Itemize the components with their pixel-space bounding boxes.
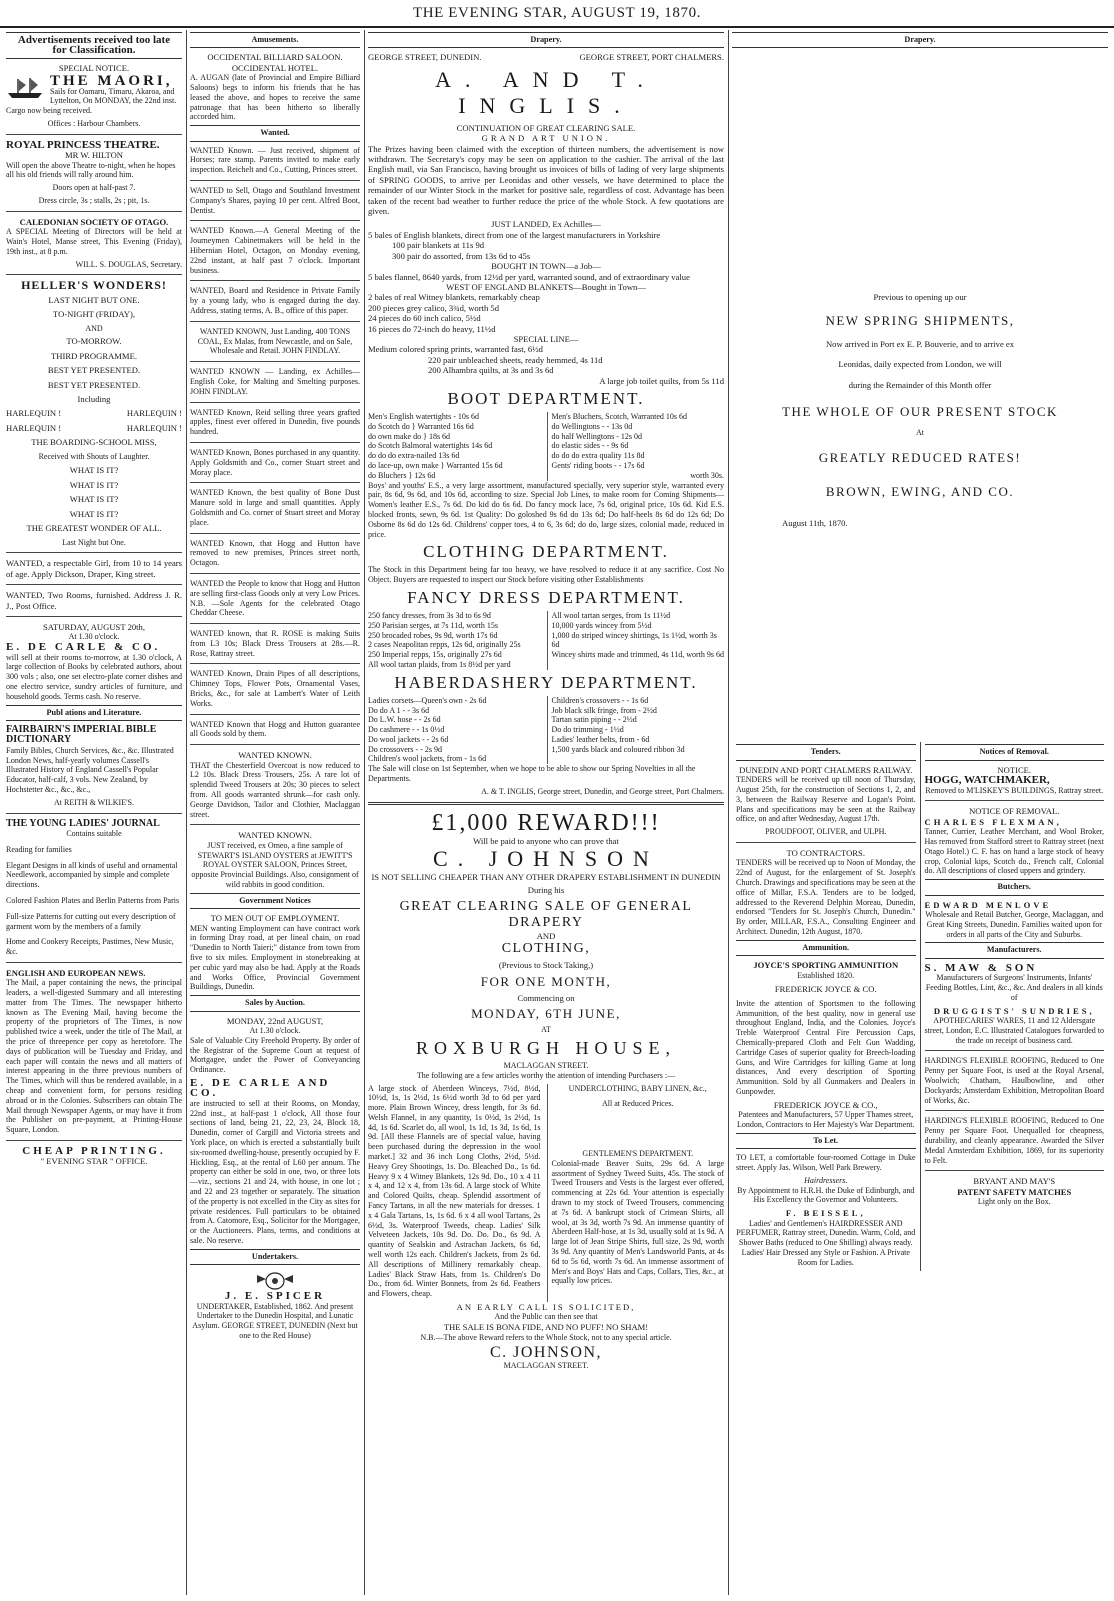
inglis-title: A. AND T. INGLIS. xyxy=(435,66,657,118)
list-item: A large job toilet quilts, from 5s 11d xyxy=(599,375,724,386)
ad-title: E. DE CARLE & CO. xyxy=(6,641,161,654)
reward-claim: IS NOT SELLING CHEAPER THAN ANY OTHER DRAPERY ESTABLISHMENT IN DUNEDIN xyxy=(371,872,721,883)
ad-body: TENDERS will be received up till noon of Thursday, August 25th, for the construction of Sections 1, 2, and 3, between the Railway Reserve and Logan's Point. Plans and specifications may be seen at the Railway office, on and after Wednesday, August 17th. xyxy=(736,775,916,824)
clothing-body: The Stock in this Department being far too heavy, we have resolved to reduce it at any sacrifice. Cost No Object. Buyers are requested to inspect our Stock before visiting other Establishments xyxy=(368,565,724,585)
brown-ewing-ad xyxy=(732,52,1108,742)
heller-line: WHAT IS IT? xyxy=(69,494,119,505)
ad-headline: NEW SPRING SHIPMENTS, xyxy=(825,312,1015,328)
heller-line: THIRD PROGRAMME. xyxy=(51,350,137,361)
price-line: Children's crossovers - - 1s 6d xyxy=(551,695,649,705)
ad-line: " EVENING STAR " OFFICE. xyxy=(40,1156,148,1167)
section-header: Wanted. xyxy=(190,125,360,141)
price-line: All wool tartan serges, from 1s 11½d xyxy=(551,610,671,620)
ad-body: Manufacturers of Surgeons' Instruments, Infants' Feeding Bottles, Lint, &c., &c. And dealers in all kinds of xyxy=(925,973,1103,1002)
subheading: WEST OF ENGLAND BLANKETS—Bought in Town— xyxy=(446,281,646,292)
price-line: do do do extra-nailed 13s 6d xyxy=(368,451,460,461)
ad-body: Will open the above Theatre to-night, when he hopes all his old friends will rally around him. xyxy=(6,160,176,180)
list-item: 24 pieces do 60 inch calico, 5½d xyxy=(368,313,481,324)
close-text: The Sale will close on 1st September, when we hope to be able to show our Spring Novelties in all the Departments. xyxy=(368,764,696,784)
header-line: for Classification. xyxy=(52,44,136,57)
location-left: GEORGE STREET, DUNEDIN. xyxy=(368,52,482,63)
price-line: Men's English watertights - 10s 6d xyxy=(368,411,479,421)
subheading: BOUGHT IN TOWN—a Job— xyxy=(491,261,601,272)
wanted-ad: WANTED KNOWN, Just Landing, 400 TONS COAL, Ex Malas, from Newcastle, and on Sale, Wholesale and Retail. JOHN FINDLAY. xyxy=(197,326,353,356)
ad-body: Tanner, Currier, Leather Merchant, and Wool Broker, Has removed from Stafford street to Rattray street (next Otago Hotel.) C. F. has on hand a large stock of heavy crop, Colonial kips, Scotch do., French calf, Colonial do. All descriptions of closed uppers and grindery. xyxy=(924,827,1104,876)
ad-body: THAT the Chesterfield Overcoat is now reduced to L2 10s. Black Dress Trousers, 25s. A rare lot of splendid Tweed Trousers at 20s; 30 pieces to select from. All goods warranted shrunk—for cash only. George Davidson, Tailor and Clothier, Maclaggan street. xyxy=(190,760,360,819)
heller-line: WHAT IS IT? xyxy=(69,479,119,490)
ad-body: UNDERTAKER, Established, 1862. And present Undertaker to the Dunedin Hospital, and Lunatic Asylum. GEORGE STREET, DUNEDIN (Next but one to the Red House) xyxy=(192,1301,358,1340)
right-list: Colonial-made Beaver Suits, 29s 6d. A large assortment of Sydney Tweed Suits, 45s. The stock of Tweed Trousers and Vests is the largest ever offered, commencing at 22s 6d. Your attention is especially drawn to my stock of Tweed Trousers, commencing at 7s 6d. A bankrupt stock of Crimean Shirts, all wool, at 3s 3d, worth 7s 9d. An immense quantity of Aberdeen Half-hose, at 1s 3d, usually sold at 1s 9d. A large lot of Jean Stripe Shirts, full size, 2s 9d, worth 3s 9d. Any quantity of Men's Landsworld Pants, at 4s 6d to 5s 6d, worth 7s 6d. An immense assortment of Men's and Boys' Hats and Caps, Collars, Ties, &c., at equally low prices. xyxy=(551,1158,724,1286)
ad-line: Doors open at half-past 7. xyxy=(52,183,136,193)
ad-body: are instructed to sell at their Rooms, on Monday, 22nd inst., at half-past 1 o'clock, All those four sections of land, being 21, 22, 23, 24, Block 18, Dunedin, corner of Cargill and Victoria streets and York place, on which is erected a substantially built six-roomed dwelling-house, presently occupied by F. Hickling, Esq., at the rental of L60 per annum. The property can either be sold in one, two, or three lots—viz., sections 21 and 24, with house, in one lot ; and 22 and 23 together or separately. The situation of the property is not excelled in the City as sites for private residences. Full particulars to be obtained from A. Catomore, Esq., Solicitor for the Mortgagee, or the Auctioneers. Plans, terms, and conditions at sale. No reserve. xyxy=(190,1098,360,1245)
price-line: do do do extra quality 11s 8d xyxy=(551,451,645,461)
cheap-printing-ad xyxy=(6,1146,182,1167)
at-line: AT xyxy=(541,1025,551,1035)
price-line: Wincey shirts made and trimmed, 4s 11d, worth 9s 6d xyxy=(551,650,724,660)
dept-title: HABERDASHERY DEPARTMENT. xyxy=(394,672,698,692)
ad-date: August 11th, 1870. xyxy=(782,517,848,528)
ad-line: FREDERICK JOYCE & CO., xyxy=(773,1099,878,1110)
ad-body: A SPECIAL Meeting of Directors will be held at Wain's Hotel, Manse street, This Evening (Friday), 19th inst., at 8 p.m. xyxy=(6,227,182,256)
maori-ad xyxy=(6,73,182,129)
price-line: do lace-up, own make } Warranted 15s 6d xyxy=(368,460,503,470)
ad-line: Now arrived in Port ex E. P. Bouverie, and to arrive ex xyxy=(825,338,1015,349)
wanted-ad: WANTED the People to know that Hogg and Hutton are selling first-class Goods only at very Low Prices. N.B. —Sole Agents for the celebrated Otago Cheddar Cheese. xyxy=(190,578,360,618)
subheading: JUST LANDED, Ex Achilles— xyxy=(491,219,601,230)
ad-title: WANTED KNOWN. xyxy=(238,830,312,841)
ad-signature: WILL. S. DOUGLAS, Secretary. xyxy=(75,259,182,269)
price-line: 250 Parisian serges, at 7s 11d, worth 15s xyxy=(368,620,498,630)
price-line: 2 cases Neapolitan repps, 12s 6d, originally 25s xyxy=(368,640,521,650)
wanted-rooms-ad: WANTED, Two Rooms, furnished. Address J. R. J., Post Office. xyxy=(6,590,182,611)
nb-line: N.B.—The above Reward refers to the Whole Stock, not to any special article. xyxy=(420,1332,672,1342)
section-header: Undertakers. xyxy=(190,1249,360,1265)
ad-title: EDWARD MENLOVE xyxy=(924,899,1052,910)
wanted-ad: WANTED, Board and Residence in Private Family by a young lady, who is engaged during the day. Address, stating terms, A. B., office of this paper. xyxy=(190,286,360,315)
ad-title: TO CONTRACTORS. xyxy=(786,848,865,858)
price-line: do Wellingtons - - 13s 0d xyxy=(551,421,633,431)
subheading: SPECIAL LINE— xyxy=(513,333,579,344)
ad-body: A. AUGAN (late of Provincial and Empire Billiard Saloons) begs to inform his friends that he has leased the above, and hopes to receive the same patronage that has been hitherto so liberally accorded him. xyxy=(190,73,360,122)
list-item: Colored Fashion Plates and Berlin Patterns from Paris xyxy=(6,895,180,905)
ad-line: Dress circle, 3s ; stalls, 2s ; pit, 1s. xyxy=(38,196,150,206)
wanted-ad: WANTED Known, that Hogg and Hutton have removed to new premises, Princes street north, Octagon. xyxy=(190,538,360,568)
following-line: The following are a few articles worthy the attention of intending Purchasers :— xyxy=(416,1070,676,1080)
heller-line: BEST YET PRESENTED. xyxy=(47,365,141,376)
price-line: do half Wellingtons - 12s 0d xyxy=(551,431,643,441)
billiard-ad xyxy=(190,52,360,122)
wanted-ad: WANTED KNOWN — Landing, ex Achilles—English Coke, for Malting and Smelting purposes. JOHN FINDLAY. xyxy=(190,367,360,396)
ad-headline: GREATLY REDUCED RATES! xyxy=(818,449,1022,465)
wanted-ad: WANTED known, that R. ROSE is making Suits from L3 10s; Black Dress Trousers at 28s.—R. Rose, Rattray street. xyxy=(190,629,360,658)
ad-signature: PROUDFOOT, OLIVER, and ULPH. xyxy=(765,827,887,837)
ad-title: CHEAP PRINTING. xyxy=(22,1145,166,1158)
ad-title: DRUGGISTS' SUNDRIES, xyxy=(933,1005,1095,1016)
ad-body: Removed to M'LISKEY'S BUILDINGS, Rattray street. xyxy=(925,785,1104,795)
oyster-ad xyxy=(190,830,360,889)
list-item: 200 Alhambra quilts, at 3s and 3s 6d xyxy=(428,365,554,376)
section-header: To Let. xyxy=(736,1133,916,1149)
ad-body: TENDERS will be received up to Noon of Monday, the 22nd of August, for the enlargement of St. Joseph's Church. Drawings and specifications may be seen at the office of Millar, F.S.A. Tenders are to be lodged, addressed to the Reverend Delphin Moreau, Dunedin, endorsed "Tenders for St. Joseph's Church, Dunedin." By order, MILLAR, F.S.A., Consulting Engineer and Architect. Dunedin, 12th August, 1870. xyxy=(736,858,916,936)
price-line: Do cashmere - - 1s 0½d xyxy=(368,725,445,735)
heller-line: Received with Shouts of Laughter. xyxy=(38,451,150,461)
price-line: Ladies' leather belts, from - 6d xyxy=(551,734,650,744)
price-line: do Scotch Balmoral watertights 14s 6d xyxy=(368,441,493,451)
list-item: 2 bales of real Witney blankets, remarkably cheap xyxy=(368,292,540,303)
ad-title: CHARLES FLEXMAN, xyxy=(924,816,1062,827)
section-header: Publ ations and Literature. xyxy=(6,705,182,721)
column-3 xyxy=(368,30,724,1595)
price-line: Gents' riding boots - - 17s 6d xyxy=(551,460,645,470)
ad-title: THE MAORI, xyxy=(50,73,173,90)
previous-line: (Previous to Stock Taking,) xyxy=(498,960,594,971)
section-header: Amusements. xyxy=(190,32,360,48)
heller-line: Including xyxy=(77,394,111,405)
month-line: FOR ONE MONTH, xyxy=(480,973,612,989)
roxburgh-line: ROXBURGH HOUSE, xyxy=(415,1037,676,1058)
heller-line: AND xyxy=(85,323,103,333)
heller-line: LAST NIGHT BUT ONE. xyxy=(48,294,140,305)
ad-line: At xyxy=(916,428,924,438)
heller-line: THE BOARDING-SCHOOL MISS, xyxy=(31,437,157,448)
wanted-ad: WANTED Known, the best quality of Bone Dust Manure sold in large and small quantities. Apply Goldsmith and Co. corner of Stuart street and Moray place. xyxy=(190,488,360,527)
heller-line: WHAT IS IT? xyxy=(69,508,119,519)
heller-line: TO-MORROW. xyxy=(66,336,122,347)
ad-title: J. E. SPICER xyxy=(224,1290,326,1303)
left-list: A large stock of Aberdeen Winceys, 7½d, 8½d, 10½d, 1s, 1s 2½d, 1s 6½d worth 3d to 6d per yard more. Plain Brown Wincey, dress length, for 3s 6d. Welsh Flannel, in any quantity, 1s 0½d, 1s 2½d, 1s 4d, 1s 6d. Scarlet do, all wool, 1s 1d, 1s 3d, 1s 6d, 1s 9d. [All these Flannels are of special value, having been purchased during the depression in the wool market.] 32 and 36 inch Long Cloths, 2½d, 5½d. Heavy Grey Shootings, 1s. Do. Bleached Do., 1s 6d. Heavy 9 x 4 Witney Blankets, 12s 9d. Do., 10 x 4 11 x 4, and 12 x 4, from 13s 6d. A large stock of White and Colored Quilts, cheap. Splendid assortment of Fancy Tartans, in all the new materials for dresses. 1 x 4 Gala Tartans, 1s, 1s 6d. 6 x 4 all wool Tartans, 2s 6½d, 3s. Waterproof Tweeds, cheap. Ladies' Silk Velveteen Jackets, 10s 9d. Do. Do. Do., 6s 9d. A quantity of Sealskin and Astrachan Jackets, 6s 6d, well worth 12s each. Children's Jackets, from 2s 6d. All descriptions of Millinery remarkably cheap. Ladies' Black Straw Hats, from 1s. Children's Do Do., from 6d. Winter Bonnets, from 2s 6d. Feathers and Flowers, cheap. xyxy=(368,1083,541,1299)
price-line: 1,500 yards black and coloured ribbon 3d xyxy=(551,744,685,754)
ad-body: By Appointment to H.R.H. the Duke of Edinburgh, and His Excellency the Governor and Volunteers. xyxy=(737,1185,915,1205)
clothing-line: CLOTHING, xyxy=(501,941,591,957)
ad-signature: BROWN, EWING, AND CO. xyxy=(825,483,1015,499)
union-title: GRAND ART UNION. xyxy=(481,133,611,144)
ad-body: APOTHECARIES' WARES, 11 and 12 Aldersgate street, London, E.C. Illustrated Catalogues forwarded to the trade on receipt of business card. xyxy=(924,1016,1105,1045)
ad-line: BRYANT AND MAY'S xyxy=(973,1176,1056,1187)
wanted-ad: WANTED Known, Bones purchased in any quantity. Apply Goldsmith and Co., corner Stuart street and Moray place. xyxy=(190,447,360,477)
ad-line: At 1.30 o'clock. xyxy=(249,1026,301,1036)
section-header: Drapery. xyxy=(732,32,1108,48)
ad-body: The Mail, a paper containing the news, the principal leaders, a well-digested Summary and all interesting matter from The Times. The newspaper hitherto known as The Evening Mail, having become the property of the proprietors of The Times, is now published twice a week, under the title of The Mail, at the price of threepence per copy as heretofore. The days of publication will be Tuesday and Friday, and each paper will contain the news and all matters of interest appearing in the three previous numbers of The Times, which will thus be rendered available, in a cheap and convenient form, for persons residing abroad or in the Colonies. Subscribers can obtain The Mail through Newspaper Agents, or may have it from the Publisher on pre-payment, at Printing-House Square, London. xyxy=(6,978,182,1135)
ad-title: CALEDONIAN SOCIETY OF OTAGO. xyxy=(19,216,169,227)
price-line: Job black silk fringe, from - 2½d xyxy=(551,705,657,715)
price-line: do Scotch do } Warranted 16s 6d xyxy=(368,421,474,431)
ad-subtitle: Contains suitable xyxy=(66,828,122,838)
intro-text: The Prizes having been claimed with the exception of thirteen numbers, the advertisement is now withdrawn. The Secretary's copy may be seen on application to the cashier. The arrival of the last English mail, via San Francisco, having brought us invoices of bills of lading of very large shipments of SPRING GOODS, to arrive per Leonidas and other vessels, we have determined to place the remainder of our Winter Stock in the market for positive sale, regardless of cost. Advantage has been taken of the recent bad weather to further reduce the price of the whole Stock. A few quotations are given. xyxy=(368,143,724,217)
ad-body: will sell at their rooms to-morrow, at 1.30 o'clock, A large collection of Books by celebrated authors, about 300 vols ; also, one set electro-plate corner dishes and one electro service, sundry articles of furniture, and household goods. Terms cash. No reserve. xyxy=(6,652,182,701)
close-signature: A. & T. INGLIS, George street, Dunedin, and George street, Port Chalmers. xyxy=(481,786,724,796)
heller-line: WHAT IS IT? xyxy=(69,465,119,476)
section-header: Ammunition. xyxy=(736,940,916,956)
list-item: 200 pieces grey calico, 3¾d, worth 5d xyxy=(368,302,500,313)
price-line: 250 brocaded robes, 9s 9d, worth 17s 6d xyxy=(368,630,498,640)
dept-title: FANCY DRESS DEPARTMENT. xyxy=(407,587,685,607)
price-line: worth 30s. xyxy=(690,470,724,480)
ad-title: ROYAL PRINCESS THEATRE. xyxy=(6,138,160,151)
ad-body: Sale of Valuable City Freehold Property. By order of the Registrar of the Supreme Court at request of Mortgagee, under the Power of Conveyancing Ordinance. xyxy=(190,1035,360,1075)
ad-title: THE YOUNG LADIES' JOURNAL xyxy=(6,817,160,829)
ad-line: NOTICE OF REMOVAL. xyxy=(969,806,1060,817)
ad-title: FAIRBAIRN'S IMPERIAL BIBLE DICTIONARY xyxy=(6,723,157,746)
early-call: AN EARLY CALL IS SOLICITED, xyxy=(456,1302,636,1313)
header-line: Advertisements received too late xyxy=(17,34,171,46)
reward-sub: Will be paid to anyone who can prove that xyxy=(473,835,619,846)
ad-title: WANTED KNOWN. xyxy=(238,750,312,761)
ad-footer: Offices : Harbour Chambers. xyxy=(47,119,141,129)
section-header xyxy=(6,32,182,59)
wanted-ad: WANTED to Sell, Otago and Southland Investment Company's Shares, paying 10 per cent. Alfred Boot, Dentist. xyxy=(190,186,360,215)
ad-body: Family Bibles, Church Services, &c., &c. Illustrated London News, half-yearly volumes Cassell's Illustrated History of England Cassell's Popular Educator, half-calf, 3 vols. New Zealand, by Hochstetter &c., &c., &c., xyxy=(6,745,174,794)
carle-auction-ad xyxy=(6,622,182,702)
ladies-journal-ad xyxy=(6,819,182,957)
column-rule xyxy=(186,30,187,1595)
price-line: Do do A 1 - - 3s 6d xyxy=(368,705,430,715)
ad-line: At 1.30 o'clock. xyxy=(68,632,120,642)
section-subhead: Hairdressers. xyxy=(804,1175,848,1185)
wanted-ad: WANTED Known.—A General Meeting of the Journeymen Cabinetmakers will be held in the Hibernian Hotel, Octagon, on Monday evening, 22nd instant, at half past 7 o'clock. Important business. xyxy=(190,226,360,275)
caledonian-ad xyxy=(6,217,182,270)
ship-icon xyxy=(6,76,46,100)
fairbairn-ad xyxy=(6,725,182,808)
ad-title: S. MAW & SON xyxy=(924,961,1038,974)
column-2 xyxy=(190,30,360,1595)
list-item: Elegant Designs in all kinds of useful and ornamental Needlework, accompanied by simple and complete directions. xyxy=(6,860,178,890)
list-item: Full-size Patterns for cutting out every description of garment worn by the members of a family xyxy=(6,911,176,931)
price-line: do own make do } 18s 6d xyxy=(368,431,451,441)
list-item: 16 pieces do 72-inch do heavy, 11½d xyxy=(368,323,496,334)
price-line: Do crossovers - - 2s 9d xyxy=(368,744,442,754)
ad-subtitle: MR W. HILTON xyxy=(64,150,124,161)
johnson-sign: C. JOHNSON, xyxy=(489,1344,603,1362)
ad-line: MONDAY, 22nd AUGUST, xyxy=(226,1015,324,1026)
ad-title: HELLER'S WONDERS! xyxy=(21,278,167,293)
section-header: Government Notices xyxy=(190,893,360,909)
section-header: Butchers. xyxy=(925,879,1105,895)
ad-line: NOTICE. xyxy=(997,764,1032,775)
ad-line: Previous to opening up our xyxy=(873,292,967,303)
price-line: Do L.W. hose - - 2s 6d xyxy=(368,715,441,725)
great-sale: GREAT CLEARING SALE OF GENERAL DRAPERY xyxy=(399,898,693,930)
right-heading: GENTLEMEN'S DEPARTMENT. xyxy=(582,1149,694,1159)
crest-icon xyxy=(253,1269,297,1291)
ad-title: DUNEDIN AND PORT CHALMERS RAILWAY. xyxy=(739,764,913,775)
section-header: Tenders. xyxy=(736,744,916,760)
johnson-street: MACLAGGAN STREET. xyxy=(503,1361,589,1371)
ad-line: Established 1820. xyxy=(797,970,855,980)
ad-signature: At REITH & WILKIE'S. xyxy=(54,797,134,807)
price-line: Tartan satin piping - - 2½d xyxy=(551,715,637,725)
ad-title: HOGG, WATCHMAKER, xyxy=(924,774,1050,787)
ad-line: FREDERICK JOYCE & CO. xyxy=(774,984,877,995)
special-notice-heading: SPECIAL NOTICE. xyxy=(58,62,130,73)
right-reduced: All at Reduced Prices. xyxy=(601,1099,674,1109)
johnson-title: C. JOHNSON xyxy=(433,846,659,872)
section-header: Notices of Removal. xyxy=(925,744,1105,760)
ad-body: Patentees and Manufacturers, 57 Upper Thames street, London, Contractors to Her Majesty's War Department. xyxy=(737,1110,915,1129)
list-item: 300 pair do assorted, from 13s 6d to 45s xyxy=(392,250,531,261)
price-line: Children's wool jackets, from - 1s 6d xyxy=(368,754,487,764)
wanted-ad: WANTED Known that Hogg and Hutton guarantee all Goods sold by them. xyxy=(190,719,360,739)
masthead: THE EVENING STAR, AUGUST 19, 1870. xyxy=(0,0,1114,28)
ad-line: during the Remainder of this Month offer xyxy=(848,379,992,390)
reward-title: £1,000 REWARD!!! xyxy=(431,809,661,836)
ad-body: Invite the attention of Sportsmen to the following Ammunition, of the best quality, now in general use throughout England, India, and the Colonies. Joyce's Treble Waterproof Central Fire Percussion Caps, Chemically-prepared Cloth and Felt Gun Wadding, Cartridge Cases of superior quality for Breech-loading Guns, and Wire Cartridges for killing Game at long distances, And every description of Sporting Ammunition. Sold by all Gunmakers and Dealers in Gunpowder. xyxy=(736,998,916,1096)
column-1 xyxy=(6,30,182,1595)
list-item: Reading for families xyxy=(6,844,72,854)
price-line: do elastic sides - - 9s 6d xyxy=(551,441,629,451)
section-header: Manufacturers. xyxy=(925,942,1105,958)
boot-more: Boys' and youths' E.S., a very large assortment, manufactured specially, very superior style, warranted every pair, 8s 6d, 9s 6d, and 10s 6d, according to size. Special Job Lines, to make room for Coming Shipments— Women's leather E.S., 7s 6d. Do kid do 6s 6d. Do fancy mock lace, 7s 6d, original price, 10s 6d. Kid E.S. blocked fronts, sewn, 9s 6d. 1st Quality: Do goloshed 9s 6d do 13s 6d; Do half-heels 8s 6d do 12s 6d; Do Osborne 8s 6d do 12s 6d. Childrens' copper toes, 4 to 6, 3s 6d; do do, large sizes, colonial made, reduced in price. xyxy=(368,480,724,539)
heller-line: THE GREATEST WONDER OF ALL. xyxy=(26,523,162,534)
wanted-ad: WANTED Known, Reid selling three years grafted apples, finest ever offered in Dunedin, five pounds hundred. xyxy=(190,407,360,437)
heller-harlequin: HARLEQUIN ! xyxy=(6,408,62,419)
ad-title: ENGLISH AND EUROPEAN NEWS. xyxy=(6,967,146,978)
price-line: All wool tartan plaids, from 1s 8½d per yard xyxy=(368,659,511,669)
price-line: 250 fancy dresses, from 3s 3d to 6s 9d xyxy=(368,610,491,620)
list-item: 220 pair unbleached sheets, ready hemmed, 4s 11d xyxy=(428,354,603,365)
ad-body: MEN wanting Employment can have contract work in forming Dray road, at per lineal chain, on road "Dunedin to North Taieri;" distance from town from five to six miles. Employment in stonebreaking at per cubic yard may also be had. Apply at the Roads and Works Office, Provincial Government Buildings, Dunedin. xyxy=(190,923,360,992)
employment-ad xyxy=(190,913,360,992)
price-line: Men's Bluchers, Scotch, Warranted 10s 6d xyxy=(551,411,688,421)
wanted-girl-ad: WANTED, a respectable Girl, from 10 to 14 years of age. Apply Dickson, Draper, King street. xyxy=(6,558,182,579)
price-line: 250 Imperial repps, 15s, originally 27s 6d xyxy=(368,650,502,660)
ad-line: Leonidas, daily expected from London, we will xyxy=(838,359,1002,370)
harding-ad: HARDING'S FLEXIBLE ROOFING, Reduced to One Penny per Square Foot. Unequalled for cheapness, durability, and cleanly appearance. Awarded the Silver Medal Amsterdam Exhibition, 1869, for its superiority to Felt. xyxy=(924,1116,1104,1165)
spicer-ad xyxy=(190,1269,360,1341)
heller-harlequin: HARLEQUIN ! xyxy=(6,422,62,433)
section-header: Sales by Auction. xyxy=(190,995,360,1011)
during-line: During his xyxy=(527,885,565,896)
price-line: Ladies corsets—Queen's own - 2s 6d xyxy=(368,695,487,705)
right-heading: UNDERCLOTHING, BABY LINEN, &c., xyxy=(568,1083,707,1093)
price-line: 10,000 yards wincey from 5½d xyxy=(551,620,652,630)
ad-title: JOYCE'S SPORTING AMMUNITION xyxy=(753,960,899,971)
heller-harlequin: HARLEQUIN ! xyxy=(126,422,182,433)
location-right: GEORGE STREET, PORT CHALMERS. xyxy=(579,52,724,63)
heller-line: BEST YET PRESENTED. xyxy=(47,379,141,390)
dept-title: BOOT DEPARTMENT. xyxy=(447,388,645,408)
column-4 xyxy=(732,30,1108,1595)
column-rule xyxy=(364,30,365,1595)
list-item: 5 bales flannel, 8640 yards, from 12½d per yard, warranted sound, and of extraordinary value xyxy=(368,271,690,282)
ad-body: Wholesale and Retail Butcher, George, Maclaggan, and Great King Streets, Dunedin. Families waited upon for orders in all parts of the City and Suburbs. xyxy=(925,910,1104,939)
freehold-sale-ad xyxy=(190,1016,360,1246)
price-line: Do wool jackets - - 2s 6d xyxy=(368,734,449,744)
ad-body: Sails for Oamaru, Timaru, Akaroa, and Lyttelton, On MONDAY, the 22nd inst. Cargo now being received. xyxy=(6,86,177,116)
ad-body: Ladies' and Gentlemen's HAIRDRESSER AND PERFUMER, Rattray street, Dunedin. Warm, Cold, and Shower Baths (reduced to One Shilling) always ready. Ladies' Hair Dressed any Style or Fashion. A Private Room for Ladies. xyxy=(736,1218,916,1267)
chesterfield-ad xyxy=(190,750,360,819)
dept-title: CLOTHING DEPARTMENT. xyxy=(423,542,669,562)
list-item: Home and Cookery Receipts, Pastimes, New Music, &c. xyxy=(6,937,174,957)
maclaggan-line: MACLAGGAN STREET. xyxy=(503,1060,589,1070)
heller-line: TO-NIGHT (FRIDAY), xyxy=(53,309,135,320)
english-news-ad xyxy=(6,968,182,1135)
list-item: 100 pair blankets at 11s 9d xyxy=(392,240,485,251)
harding-ad: HARDING'S FLEXIBLE ROOFING, Reduced to One Penny per Square Foot, is used at the Royal Arsenal, Woolwich; Chatham, Haulbowline, and other Dockyards; Amsterdam Exhibition, Metropolitan Board of Works, &c. xyxy=(924,1056,1104,1105)
bona-fide: THE SALE IS BONA FIDE, AND NO PUFF! NO SHAM! xyxy=(443,1322,649,1333)
list-item: 5 bales of English blankets, direct from one of the largest manufacturers in Yorkshire xyxy=(368,229,661,240)
column-rule xyxy=(728,30,729,1595)
ad-body: TO LET, a comfortable four-roomed Cottage in Duke street. Apply Jas. Wilson, Well Park Brewery. xyxy=(736,1153,916,1172)
commencing-line: Commencing on xyxy=(517,992,575,1003)
ad-title: OCCIDENTAL BILLIARD SALOON. OCCIDENTAL HOTEL. xyxy=(207,52,343,73)
ad-headline: THE WHOLE OF OUR PRESENT STOCK xyxy=(782,404,1058,420)
ad-line: Light only on the Box. xyxy=(977,1197,1051,1207)
price-line: do Bluchers } 12s 6d xyxy=(368,470,436,480)
list-item: Medium colored spring prints, warranted fast, 6½d xyxy=(368,344,543,355)
and-line: AND xyxy=(536,930,556,941)
section-header: Drapery. xyxy=(368,32,724,48)
ad-title: F. BEISSEL, xyxy=(785,1208,866,1219)
heller-line: Last Night but One. xyxy=(62,537,126,547)
ad-title: PATENT SAFETY MATCHES xyxy=(957,1186,1072,1197)
heller-harlequin: HARLEQUIN ! xyxy=(126,408,182,419)
ad-title: TO MEN OUT OF EMPLOYMENT. xyxy=(210,913,340,924)
ad-line: SATURDAY, AUGUST 20th, xyxy=(42,621,146,632)
theatre-ad xyxy=(6,140,182,206)
price-line: 1,000 do striped wincey shirtings, 1s 1½d, worth 3s 6d xyxy=(551,630,717,650)
monday-line: MONDAY, 6TH JUNE, xyxy=(471,1006,621,1022)
early-sub: And the Public can then see that xyxy=(494,1312,598,1322)
ad-body: JUST received, ex Omeo, a fine sample of STEWART'S ISLAND OYSTERS at JEWITT'S ROYAL OYSTER SALOON, Princes Street, opposite Provincial Buildings. Also, consignment of wild rabbits in good condition. xyxy=(191,840,359,890)
wanted-ad: WANTED Known. — Just received, shipment of Horses; rare stamp. Parents invited to make early inspection. Reichelt and Co., Cutting, Princes street. xyxy=(190,145,360,175)
sale-title: CONTINUATION OF GREAT CLEARING SALE. xyxy=(456,122,636,133)
ad-title: E. DE CARLE AND CO. xyxy=(190,1077,331,1100)
price-line: Do do trimming - 1½d xyxy=(551,725,624,735)
wanted-ad: WANTED Known, Drain Pipes of all descriptions, Chimney Tops, Flower Pots, Ornamental Vases, Bricks, &c., for sale at Lambert's Water of Leith Works. xyxy=(190,669,360,708)
heller-ad xyxy=(6,280,182,547)
